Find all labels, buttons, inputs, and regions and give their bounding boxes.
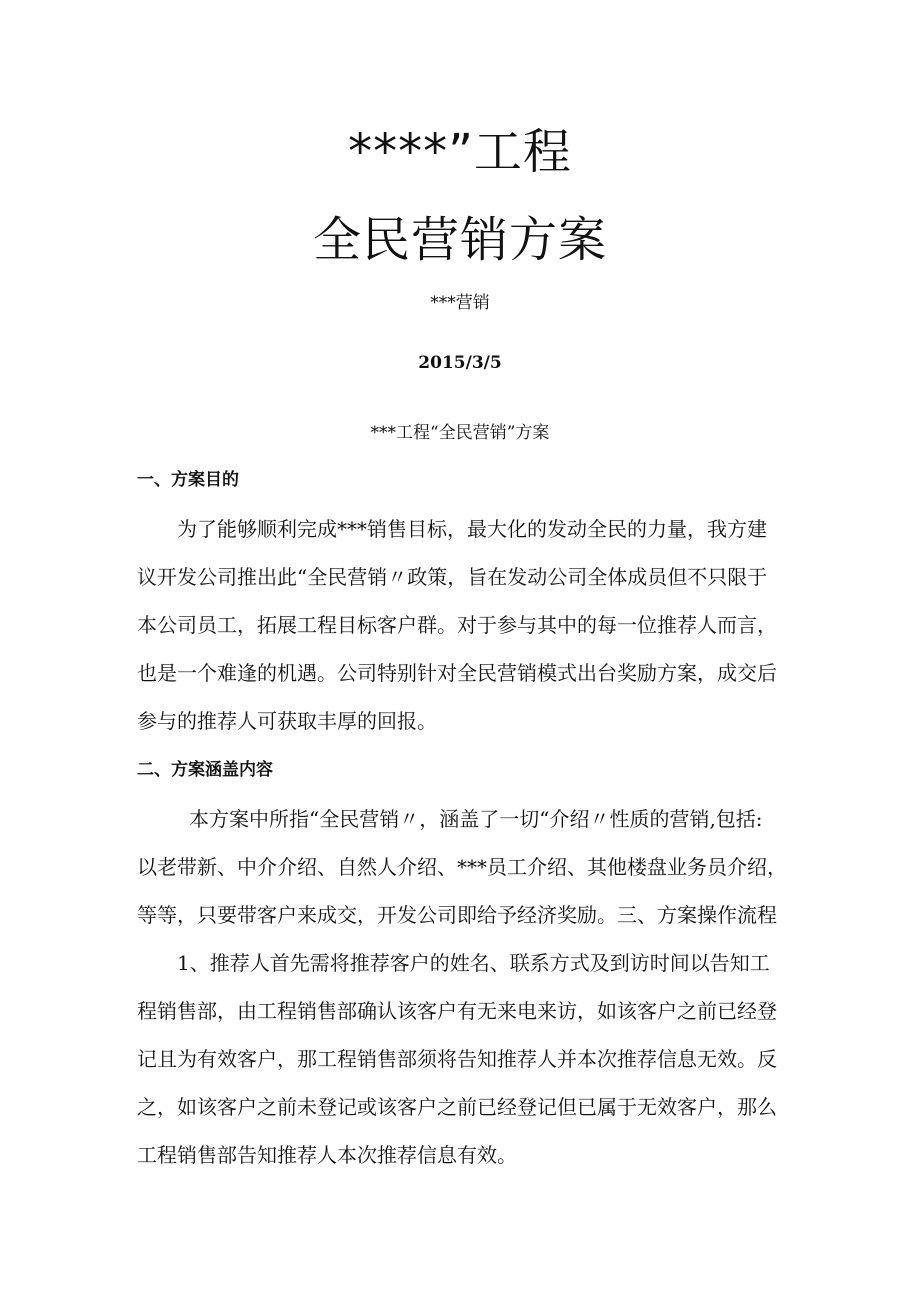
paragraph-line: 工程销售部告知推荐人本次推荐信息有效。: [137, 1143, 517, 1167]
paragraph-line: 程销售部，由工程销售部确认该客户有无来电来访，如该客户之前已经登: [137, 999, 777, 1023]
document-title-line-1: ****”工程: [348, 124, 572, 180]
document-title-line-2: 全民营销方案: [312, 212, 607, 268]
paragraph-line: 本公司员工，拓展工程目标客户群。对于参与其中的每一位推荐人而言，: [137, 613, 777, 637]
paragraph-line: 之，如该客户之前未登记或该客户之前已经登记但已属于无效客户，那么: [137, 1095, 777, 1119]
paragraph-line: 议开发公司推出此“全民营销〃政策，旨在发动公司全体成员但不只限于: [137, 565, 768, 589]
document-heading: ***工程“全民营销”方案: [370, 423, 550, 443]
section-heading-scope: 二、方案涵盖内容: [137, 760, 273, 780]
paragraph-line: 本方案中所指“全民营销〃，涵盖了一切“介绍〃性质的营销,包括:: [189, 807, 763, 831]
paragraph-line: 等等，只要带客户来成交，开发公司即给予经济奖励。三、方案操作流程: [137, 903, 777, 927]
paragraph-line: 为了能够顺利完成***销售目标，最大化的发动全民的力量，我方建: [177, 517, 767, 541]
paragraph-line: 记且为有效客户，那工程销售部须将告知推荐人并本次推荐信息无效。反: [137, 1047, 777, 1071]
organization-name: ***营销: [430, 293, 490, 313]
paragraph-line: 也是一个难逢的机遇。公司特别针对全民营销模式出台奖励方案，成交后: [137, 661, 777, 685]
document-date: 2015/3/5: [418, 353, 502, 373]
paragraph-line: 参与的推荐人可获取丰厚的回报。: [137, 709, 437, 733]
paragraph-line: 以老带新、中介介绍、自然人介绍、***员工介绍、其他楼盘业务员介绍，: [137, 855, 787, 879]
paragraph-line: 1、推荐人首先需将推荐客户的姓名、联系方式及到访时间以告知工: [177, 951, 770, 975]
section-heading-purpose: 一、方案目的: [137, 470, 239, 490]
